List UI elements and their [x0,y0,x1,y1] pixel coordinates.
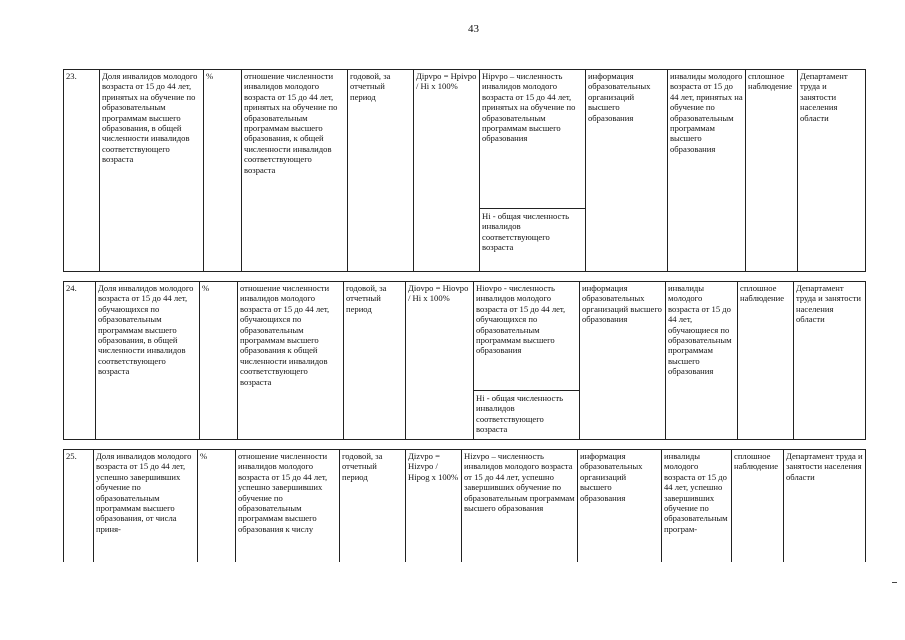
indicator-table-row-24 [63,281,866,440]
indicator-table-row-23 [63,69,866,272]
indicator-denominator: Hi - общая численность инвалидов соответствующего возраста [474,390,579,439]
definition: отношение численности инвалидов молодого возраста от 15 до 44 лет, обучающихся по образовательным программам высшего образования к общей численности инвалидов соответствующего возраста [238,282,344,440]
periodicity: годовой, за отчетный период [344,282,406,440]
observation-object: инвалиды молодого возраста от 15 до 44 лет, успешно завершивших обучение по образовательным програм- [662,450,732,562]
collection-method: сплошное наблюдение [732,450,784,562]
responsible-body: Департамент труда и занятости населения области [784,450,866,562]
indicator-numerator: Hipvpo – численность инвалидов молодого возраста от 15 до 44 лет, принятых на обучение по образовательным программам высшего образования [482,71,576,144]
basic-indicators [474,282,580,440]
indicator-name: Доля инвалидов молодого возраста от 15 до 44 лет, успешно завершивших обучение по образовательным программам высшего образования, от числа приня- [94,450,198,562]
collection-method: сплошное наблюдение [738,282,794,440]
scan-mark [892,582,897,583]
indicator-name: Доля инвалидов молодого возраста от 15 до 44 лет, обучающихся по образовательным программам высшего образования, в общей численности инвалидов соответствующего возраста [96,282,200,440]
collection-method: сплошное наблюдение [746,70,798,272]
responsible-body: Департамент труда и занятости населения области [794,282,866,440]
definition: отношение численности инвалидов молодого возраста от 15 до 44 лет, успешно завершивших обучение по образовательным программам высшего образования к числу [236,450,340,562]
table-row [64,282,866,440]
observation-object: инвалиды молодого возраста от 15 до 44 лет, принятых на обучение по образовательным программам высшего образования [668,70,746,272]
indicator-denominator: Hi - общая численность инвалидов соответствующего возраста [480,208,585,271]
indicator-table-row-25 [63,449,866,562]
formula: Дizvpo = Hizvpo / Hipog х 100% [406,450,462,562]
indicator-numerator: Hiovpo - численность инвалидов молодого возраста от 15 до 44 лет, обучающихся по образовательным программам высшего образования [476,283,566,356]
basic-indicators [480,70,586,272]
row-number: 25. [64,450,94,562]
periodicity: годовой, за отчетный период [340,450,406,562]
formula: Дiovpo = Hiovpo / Hi х 100% [406,282,474,440]
indicator-numerator: Hizvpo – численность инвалидов молодого возраста от 15 до 44 лет, успешно завершивших обучение по образовательным программам высшего образования [462,450,578,562]
responsible-body: Департамент труда и занятости населения области [798,70,866,272]
observation-object: инвалиды молодого возраста от 15 до 44 лет, обучающиеся по образовательным программам высшего образования [666,282,738,440]
data-source: информация образовательных организаций высшего образования [586,70,668,272]
data-source: информация образовательных организаций высшего образования [580,282,666,440]
indicator-name: Доля инвалидов молодого возраста от 15 до 44 лет, принятых на обучение по образовательным программам высшего образования, в общей численности инвалидов соответствующего возраста [100,70,204,272]
unit: % [204,70,242,272]
data-source: информация образовательных организаций высшего образования [578,450,662,562]
row-number: 24. [64,282,96,440]
definition: отношение численности инвалидов молодого возраста от 15 до 44 лет, принятых на обучение по образовательным программам высшего образования, к общей численности инвалидов соответствующего возраста [242,70,348,272]
unit: % [198,450,236,562]
periodicity: годовой, за отчетный период [348,70,414,272]
row-number: 23. [64,70,100,272]
table-row [64,70,866,272]
unit: % [200,282,238,440]
table-row [64,450,866,562]
page-number: 43 [468,23,479,35]
formula: Дipvpo = Hpivpo / Hi х 100% [414,70,480,272]
